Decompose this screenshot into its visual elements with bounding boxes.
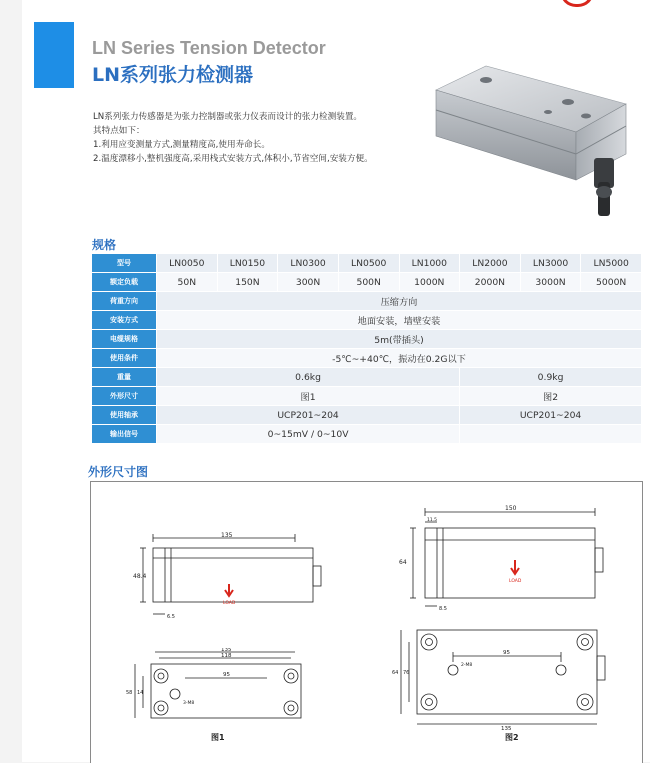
row-header-conditions: 使用条件 [92, 349, 157, 368]
model-cell: LN0500 [338, 254, 399, 273]
model-cell: LN0150 [217, 254, 278, 273]
table-row-weight [92, 368, 642, 387]
load-cell: 50N [157, 273, 218, 292]
load-cell: 3000N [520, 273, 581, 292]
fig1-hole-span-label: 95 [223, 672, 230, 678]
fig2-screw-label: 2-M8 [461, 663, 473, 668]
direction-cell: 压缩方向 [157, 292, 642, 311]
row-header-mounting: 安装方式 [92, 311, 157, 330]
table-row-conditions [92, 349, 642, 368]
spec-section-title: 规格 [92, 238, 117, 252]
row-header-direction: 荷重方向 [92, 292, 157, 311]
weight-cell-b: 0.9kg [460, 368, 642, 387]
load-cell: 150N [217, 273, 278, 292]
accent-bar [34, 22, 74, 88]
load-cell: 1000N [399, 273, 460, 292]
table-row-bearing [92, 406, 642, 425]
fig2-side-view [395, 502, 625, 612]
fig1-caption: 图1 [211, 733, 225, 742]
fig1-screw-label: 3-M8 [183, 701, 195, 706]
outline-cell-a: 图1 [157, 387, 460, 406]
bearing-cell-b: UCP201~204 [460, 406, 642, 425]
mounting-cell: 地面安装，墙壁安装 [157, 311, 642, 330]
dimension-drawing-frame [90, 481, 643, 763]
cable-cell: 5m(带插头) [157, 330, 642, 349]
fig1-side-b-label: 14 [137, 690, 144, 696]
fig2-plan-view [391, 622, 621, 732]
title-english: LN Series Tension Detector [92, 38, 326, 58]
description-line: 其特点如下： [93, 126, 145, 136]
fig1-side-view [131, 532, 331, 622]
signal-cell: 0~15mV / 0~10V [157, 425, 460, 444]
model-cell: LN2000 [460, 254, 521, 273]
table-row-cable [92, 330, 642, 349]
title-chinese: LN系列张力检测器 [92, 64, 254, 86]
fig1-load-arrow [225, 584, 233, 596]
bearing-cell-a: UCP201~204 [157, 406, 460, 425]
conditions-cell: -5℃~+40℃，振动在0.2G以下 [157, 349, 642, 368]
fig2-caption: 图2 [505, 733, 519, 742]
table-row-model [92, 254, 642, 273]
table-row-mounting [92, 311, 642, 330]
weight-cell-a: 0.6kg [157, 368, 460, 387]
model-cell: LN0050 [157, 254, 218, 273]
fig2-load-arrow [511, 560, 519, 574]
fig2-load-label: LOAD [509, 579, 522, 584]
table-row-signal [92, 425, 642, 444]
row-header-weight: 重量 [92, 368, 157, 387]
fig2-offset-label: 8.5 [439, 606, 447, 612]
model-cell: LN1000 [399, 254, 460, 273]
load-cell: 300N [278, 273, 339, 292]
description-line: 1.利用应变测量方式,测量精度高,使用寿命长。 [93, 140, 270, 150]
model-cell: LN0300 [278, 254, 339, 273]
fig1-height-label: 48.4 [133, 573, 147, 580]
model-cell: LN3000 [520, 254, 581, 273]
outline-cell-b: 图2 [460, 387, 642, 406]
load-cell: 2000N [460, 273, 521, 292]
fig2-base-label: 135 [501, 726, 512, 732]
fig1-load-label: LOAD [223, 601, 236, 606]
row-header-model: 型号 [92, 254, 157, 273]
row-header-signal: 输出信号 [92, 425, 157, 444]
row-header-cable: 电缆规格 [92, 330, 157, 349]
model-cell: LN5000 [581, 254, 642, 273]
fig1-side-a-label: 58 [126, 690, 133, 696]
drawing-section-title: 外形尺寸图 [88, 465, 149, 479]
load-cell: 5000N [581, 273, 642, 292]
row-header-bearing: 使用轴承 [92, 406, 157, 425]
row-header-load: 额定负载 [92, 273, 157, 292]
fig2-height-label: 64 [399, 559, 407, 566]
fig2-len-label: 150 [505, 505, 517, 512]
table-row-load [92, 273, 642, 292]
fig1-plan-view [125, 648, 325, 728]
description-line: LN系列张力传感器是为张力控制器或张力仪表而设计的张力检测装置。 [93, 112, 363, 122]
fig1-offset-label: 6.5 [167, 614, 175, 620]
row-header-outline: 外形尺寸 [92, 387, 157, 406]
load-cell: 500N [338, 273, 399, 292]
fig2-side-b-label: 76 [403, 670, 410, 676]
fig1-plate-inner-label: 118 [221, 653, 232, 659]
fig1-len-label: 135 [221, 532, 233, 539]
table-row-direction [92, 292, 642, 311]
fig2-side-a-label: 64 [392, 670, 399, 676]
product-description [93, 110, 378, 166]
spec-table [92, 254, 642, 444]
signal-cell-empty [460, 425, 642, 444]
fig2-hole-span-label: 95 [503, 650, 510, 656]
description-line: 2.温度漂移小,整机强度高,采用栈式安装方式,体积小,节省空间,安装方便。 [93, 154, 373, 164]
product-photo [426, 62, 636, 222]
fig1-plate-len-label: 135 [221, 648, 232, 653]
fig2-small-label: 11.5 [427, 518, 438, 523]
table-row-outline [92, 387, 642, 406]
